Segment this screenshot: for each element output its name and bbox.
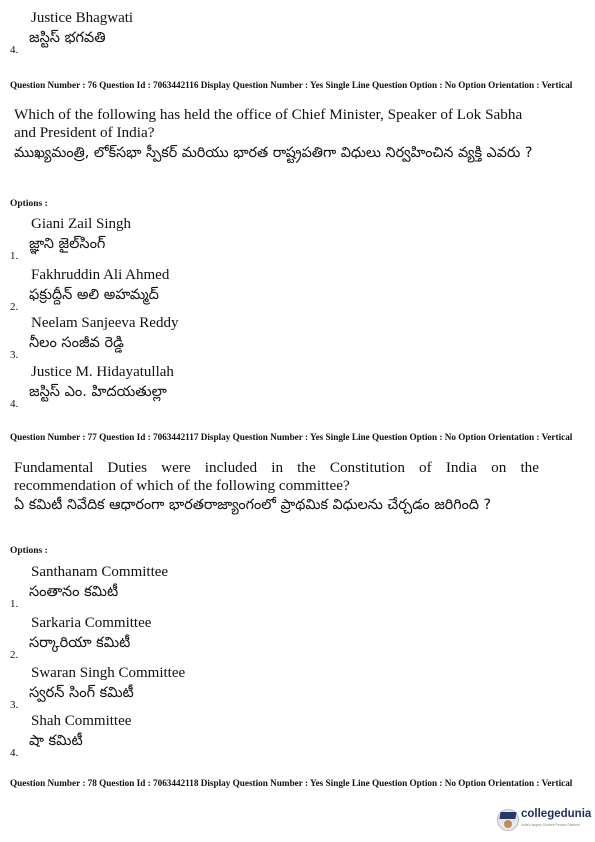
question-77-option-3 <box>10 665 570 711</box>
option-telugu: స్వరన్ సింగ్ కమిటీ <box>29 685 134 701</box>
option-number: 3. <box>10 349 19 361</box>
option-telugu: జస్టిస్ భగవతి <box>29 30 106 46</box>
question-76-text-telugu: ముఖ్యమంత్రి, లోక్‌సభా స్పీకర్ మరియు భారత రాష్ట్రపతిగా విధులు నిర్వహించిన వ్యక్తి ఎవరు ? <box>14 145 533 161</box>
question-76-option-4 <box>10 364 570 410</box>
question-76-option-2 <box>10 267 570 313</box>
option-telugu: నీలం సంజీవ రెడ్డి <box>29 335 124 351</box>
question-77-options-label: Options : <box>10 546 48 556</box>
option-english: Justice M. Hidayatullah <box>31 364 174 380</box>
option-number: 4. <box>10 747 19 759</box>
graduate-cap-icon <box>497 809 519 831</box>
question-78-meta: Question Number : 78 Question Id : 7063442118 Display Question Number : Yes Single Line Question Option : No Option Orientation : Vertical <box>10 778 573 788</box>
question-76-text-english: Which of the following has held the office of Chief Minister, Speaker of Lok Sabha and President of India? <box>14 106 523 141</box>
option-number: 4. <box>10 44 19 56</box>
question-77-text-telugu: ఏ కమిటీ నివేదిక ఆధారంగా భారతరాజ్యాంగంలో ప్రాథమిక విధులను చేర్చడం జరిగింది ? <box>14 497 492 513</box>
option-telugu: షా కమిటీ <box>29 733 83 749</box>
option-english: Santhanam Committee <box>31 564 169 580</box>
option-english: Justice Bhagwati <box>31 10 134 26</box>
option-number: 2. <box>10 301 19 313</box>
option-number: 1. <box>10 250 19 262</box>
collegedunia-logo <box>497 805 592 835</box>
question-76-option-1 <box>10 216 570 262</box>
question-77-option-4 <box>10 713 570 759</box>
option-english: Sarkaria Committee <box>31 615 152 631</box>
question-76-option-3 <box>10 315 570 361</box>
question-77-option-2 <box>10 615 570 661</box>
question-77-text-english: Fundamental Duties were included in the Constitution of India on the recommendation of which of the following committee? <box>14 459 539 494</box>
option-telugu: సర్కారియా కమిటీ <box>29 635 131 651</box>
option-english: Swaran Singh Committee <box>31 665 186 681</box>
option-number: 2. <box>10 649 19 661</box>
question-77-option-1 <box>10 564 570 610</box>
option-telugu: ఫక్రుద్దీన్ అలి అహమ్మద్ <box>29 287 159 303</box>
option-telugu: సంతానం కమిటీ <box>29 584 119 600</box>
option-english: Shah Committee <box>31 713 132 729</box>
logo-brand-text: collegedunia <box>521 808 592 820</box>
prev-question-option-4 <box>10 10 570 56</box>
option-english: Fakhruddin Ali Ahmed <box>31 267 170 283</box>
question-76-meta: Question Number : 76 Question Id : 7063442116 Display Question Number : Yes Single Line Question Option : No Option Orientation : Vertical <box>10 80 573 90</box>
option-english: Giani Zail Singh <box>31 216 131 232</box>
logo-tagline: India's largest Student Review Platform <box>521 823 581 827</box>
option-number: 4. <box>10 398 19 410</box>
option-telugu: జస్టిస్ ఎం. హిదయతుల్లా <box>29 384 167 400</box>
option-telugu: జ్ఞాని జైల్‌సింగ్ <box>29 236 106 252</box>
option-number: 1. <box>10 598 19 610</box>
question-77-meta: Question Number : 77 Question Id : 7063442117 Display Question Number : Yes Single Line Question Option : No Option Orientation : Vertical <box>10 432 573 442</box>
question-76-options-label: Options : <box>10 199 48 209</box>
option-english: Neelam Sanjeeva Reddy <box>31 315 179 331</box>
option-number: 3. <box>10 699 19 711</box>
